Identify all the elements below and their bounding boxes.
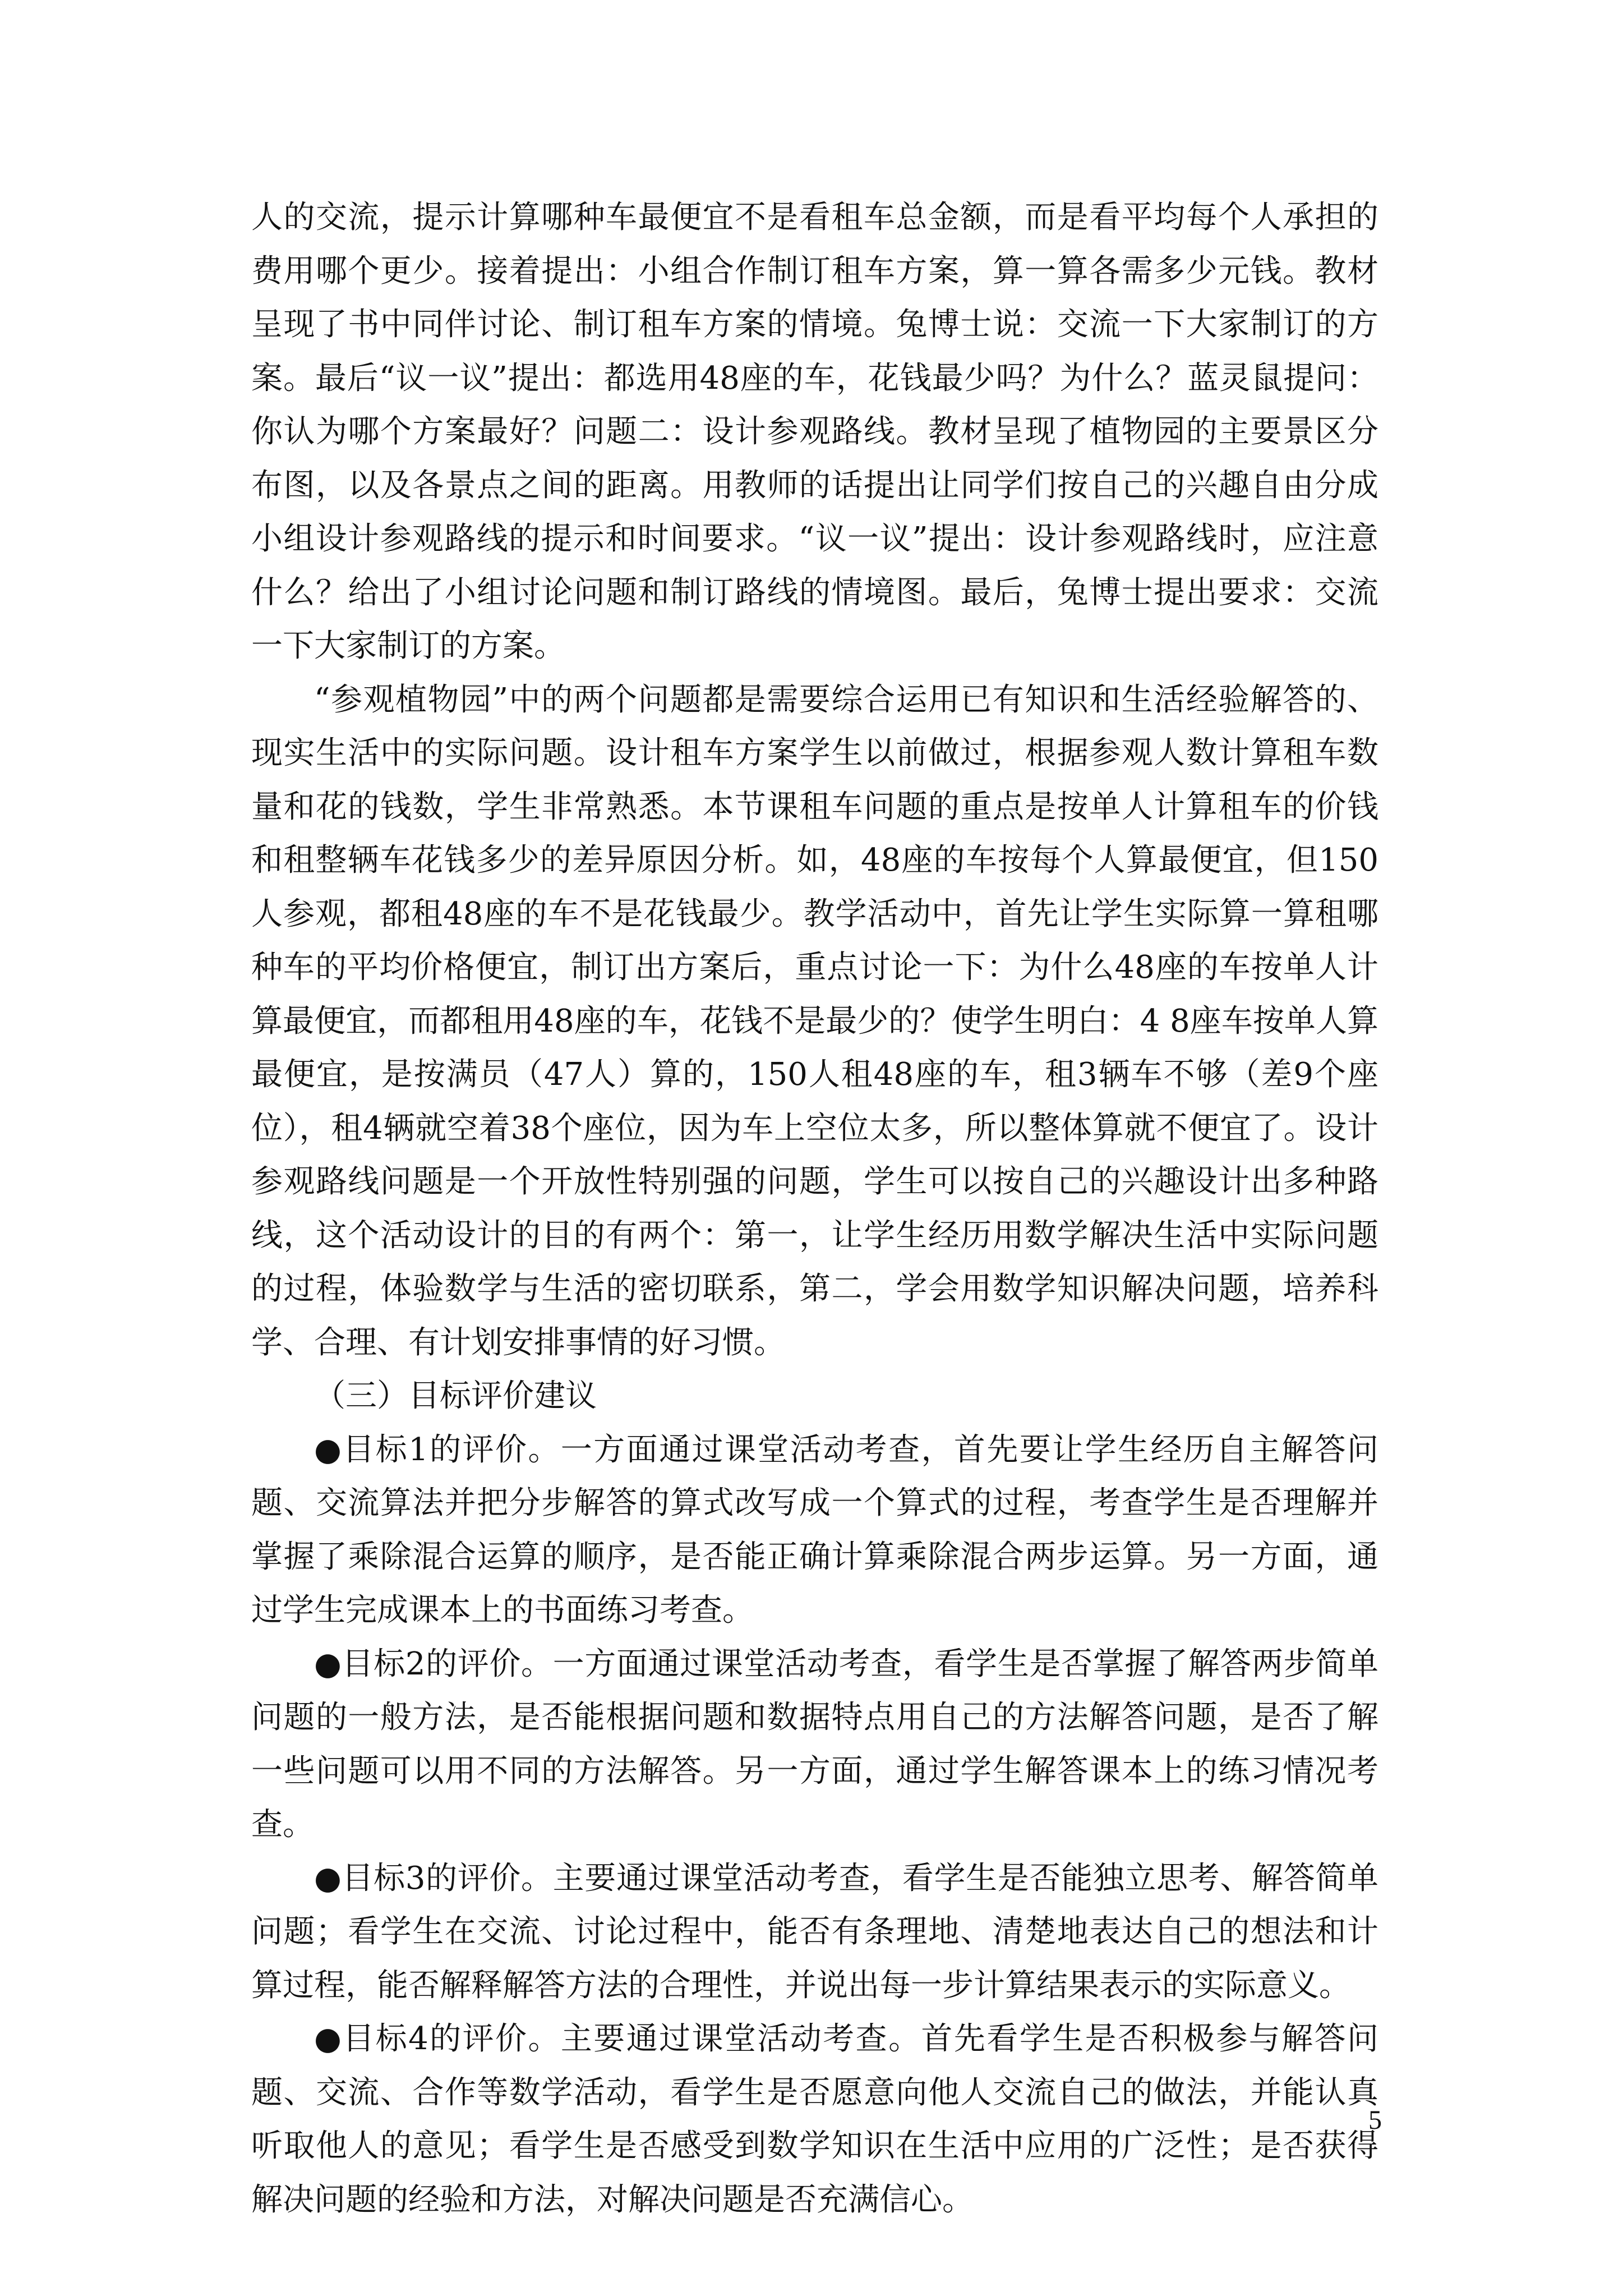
- paragraph-rental-plan: 人的交流，提示计算哪种车最便宜不是看租车总金额，而是看平均每个人承担的费用哪个更少。接着提出：小组合作制订租车方案，算一算各需多少元钱。教材呈现了书中同伴讨论、制订租车方案的情境。兔博士说：交流一下大家制订的方案。最后“议一议”提出：都选用48座的车，花钱最少吗？为什么？蓝灵鼠提问：你认为哪个方案最好？问题二：设计参观路线。教材呈现了植物园的主要景区分布图，以及各景点之间的距离。用教师的话提出让同学们按自己的兴趣自由分成小组设计参观路线的提示和时间要求。“议一议”提出：设计参观路线时，应注意什么？给出了小组讨论问题和制订路线的情境图。最后，兔博士提出要求：交流一下大家制订的方案。: [251, 199, 1378, 664]
- paragraph-goal-3: ●目标3的评价。主要通过课堂活动考查，看学生是否能独立思考、解答简单问题；看学生在交流、讨论过程中，能否有条理地、清楚地表达自己的想法和计算过程，能否解释解答方法的合理性，并说出每一步计算结果表示的实际意义。: [251, 1860, 1378, 2004]
- paragraph-goal-1: ●目标1的评价。一方面通过课堂活动考查，首先要让学生经历自主解答问题、交流算法并把分步解答的算式改写成一个算式的过程，考查学生是否理解并掌握了乘除混合运算的顺序，是否能正确计算乘除混合两步运算。另一方面，通过学生完成课本上的书面练习考查。: [251, 1431, 1378, 1628]
- paragraph-botanical-garden-analysis: “参观植物园”中的两个问题都是需要综合运用已有知识和生活经验解答的、现实生活中的实际问题。设计租车方案学生以前做过，根据参观人数计算租车数量和花的钱数，学生非常熟悉。本节课租车问题的重点是按单人计算租车的价钱和租整辆车花钱多少的差异原因分析。如，48座的车按每个人算最便宜，但150人参观，都租48座的车不是花钱最少。教学活动中，首先让学生实际算一算租哪种车的平均价格便宜，制订出方案后，重点讨论一下：为什么48座的车按单人计算最便宜，而都租用48座的车，花钱不是最少的？使学生明白：4 8座车按单人算最便宜，是按满员（47人）算的，150人租48座的车，租3辆车不够（差9个座位），租4辆就空着38个座位，因为车上空位太多，所以整体算就不便宜了。设计参观路线问题是一个开放性特别强的问题，学生可以按自己的兴趣设计出多种路线，这个活动设计的目的有两个：第一，让学生经历用数学解决生活中实际问题的过程，体验数学与生活的密切联系，第二，学会用数学知识解决问题，培养科学、合理、有计划安排事情的好习惯。: [251, 681, 1378, 1361]
- document-body: [251, 191, 1378, 2226]
- section-heading-goal-evaluation: （三）目标评价建议: [314, 1378, 597, 1414]
- paragraph-goal-4: ●目标4的评价。主要通过课堂活动考查。首先看学生是否积极参与解答问题、交流、合作等数学活动，看学生是否愿意向他人交流自己的做法，并能认真听取他人的意见；看学生是否感受到数学知识在生活中应用的广泛性；是否获得解决问题的经验和方法，对解决问题是否充满信心。: [251, 2021, 1378, 2218]
- paragraph-goal-2: ●目标2的评价。一方面通过课堂活动考查，看学生是否掌握了解答两步简单问题的一般方法，是否能根据问题和数据特点用自己的方法解答问题，是否了解一些问题可以用不同的方法解答。另一方面，通过学生解答课本上的练习情况考查。: [251, 1645, 1378, 1843]
- page-number: 5: [1368, 2105, 1382, 2135]
